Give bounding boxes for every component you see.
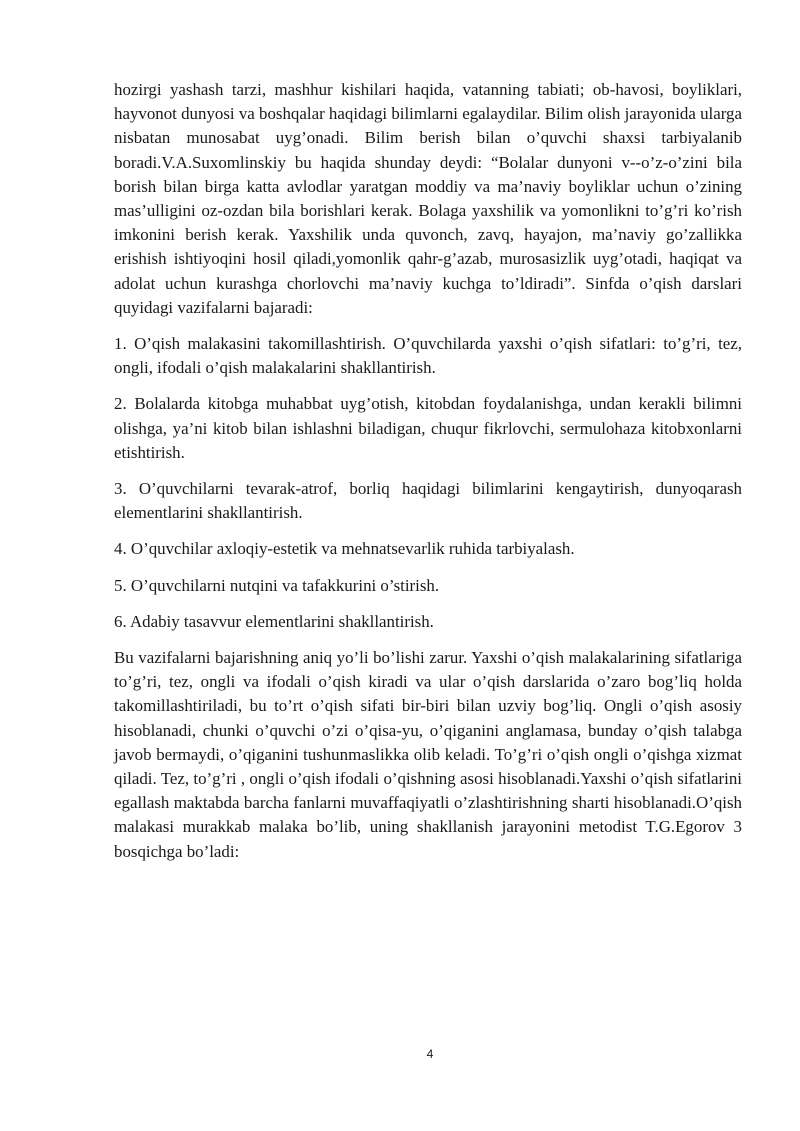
list-item-3: 3. O’quvchilarni tevarak-atrof, borliq haqidagi bilimlarini kengaytirish, dunyoqarash elementlarini shakllantirish. [114,479,742,523]
list-item-5: 5. O’quvchilarni nutqini va tafakkurini o’stirish. [114,575,440,595]
page-number: 4 [426,1047,434,1061]
list-item-6: 6. Adabiy tasavvur elementlarini shakllantirish. [114,611,434,631]
document-body [114,78,742,876]
list-item-1: 1. O’qish malakasini takomillashtirish. O’quvchilarda yaxshi o’qish sifatlari: to’g’ri, tez, ongli, ifodali o’qish malakalarini shakllantirish. [114,334,742,378]
list-item-2: 2. Bolalarda kitobga muhabbat uyg’otish, kitobdan foydalanishga, undan kerakli bilimni olishga, ya’ni kitob bilan ishlashni biladigan, chuqur fikrlovchi, sermulohaza kitobxonlarni etishtirish. [114,394,742,462]
paragraph-conclusion: Bu vazifalarni bajarishning aniq yo’li bo’lishi zarur. Yaxshi o’qish malakalarining sifatlariga to’g’ri, tez, ongli va ifodali o’qish kiradi va ular o’qish darslarida o’zaro bog’liq holda takomillashtiriladi, bu to’rt o’qish sifati bir-biri bilan uzviy bog’liq. Ongli o’qish asosiy hisoblanadi, chunki o’quvchi o’zi o’qisa-yu, o’qiganini anglamasa, bunday o’qish talabga javob bermaydi, o’qiganini tushunmaslikka olib keladi. To’g’ri o’qish ongli o’qishga xizmat qiladi. Tez, to’g’ri , ongli o’qish ifodali o’qishning asosi hisoblanadi.Yaxshi o’qish sifatlarini egallash maktabda barcha fanlarni muvaffaqiyatli o’zlashtirishning sharti hisoblanadi.O’qish malakasi murakkab malaka bo’lib, uning shakllanish jarayonini metodist T.G.Egorov 3 bosqichga bo’ladi: [114,648,742,861]
list-item-4: 4. O’quvchilar axloqiy-estetik va mehnatsevarlik ruhida tarbiyalash. [114,539,575,559]
paragraph-intro: hozirgi yashash tarzi, mashhur kishilari haqida, vatanning tabiati; ob-havosi, boyliklari, hayvonot dunyosi va boshqalar haqidagi bilimlarni egalaydilar. Bilim olish jarayonida ularga nisbatan munosabat uyg’onadi. Bilim berish bilan o’quvchi shaxsi tarbiyalanib boradi.V.A.Suxomlinskiy bu haqida shunday deydi: “Bolalar dunyoni v--o’z-o’zini bila borish bilan birga katta avlodlar yaratgan moddiy va ma’naviy boyliklar uchun o’zining mas’ulligini oz-ozdan bila borishlari kerak. Bolaga yaxshilik va yomonlikni to’g’ri ko’rish imkonini berish kerak. Yaxshilik unda quvonch, zavq, hayajon, ma’naviy go’zallikka erishish ishtiyoqini hosil qiladi,yomonlik qahr-g’azab, murosasizlik uyg’otadi, haqiqat va adolat uchun kurashga chorlovchi ma’naviy kuchga to’ldiradi”. Sinfda o’qish darslari quyidagi vazifalarni bajaradi: [114,80,742,317]
